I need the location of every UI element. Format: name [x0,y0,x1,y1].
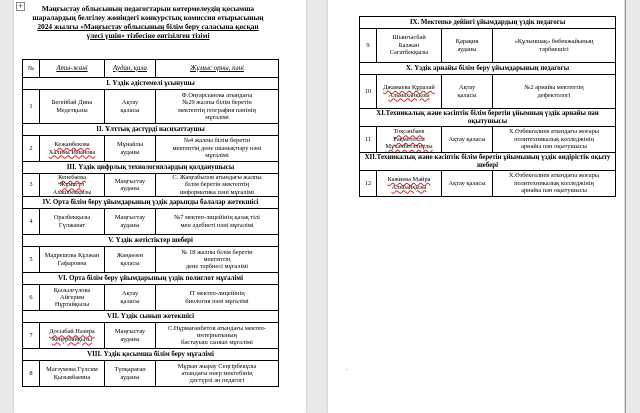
cell-text-line: Досыбай Назира [49,328,95,336]
cell-text-line: атындағы өнер мектебінің [181,370,253,378]
vertical-ruler-line [625,0,626,413]
row-number: 10 [360,75,377,109]
cell-text-line: Кеңербайқызы [51,335,93,343]
section-title: I. Үздік әдістемелі ұсынушы [23,78,279,90]
cell-text-line: Кажиева Майра [387,176,431,184]
workplace-subject [156,285,279,311]
document-title [16,4,280,40]
table-row [360,29,616,63]
cell-text-line: Ақтау [458,84,476,92]
person-name [40,90,105,124]
table-row [23,247,279,273]
section-title: X. Үздік арнайы білім беру ұйымдарының педагогы [360,63,616,75]
row-number: 3 [23,174,40,197]
table-row [23,209,279,235]
cell-text-line: Оразбекқызы [53,214,91,222]
cell-text-line: Түпқараған [114,366,146,374]
cell-text-line: Х.Өзбекғалиев атындағы жоғары [508,128,600,136]
row-number: 9 [360,29,377,63]
table-row [23,285,279,311]
row-number: 8 [23,361,40,387]
row-number: 6 [23,285,40,311]
cell-text-line: №4 жалпы білім беретін [183,137,251,145]
cell-text-line: Медетқызы [56,106,88,114]
district [105,361,156,387]
cell-text-line: №2 арнайы мектептің [524,84,584,92]
cell-text-line: ауданы [120,221,140,229]
cell-text-line: Тоқсанбаев [393,128,425,136]
cell-text-line: мектептің география пәнінің [178,106,256,114]
section-title: XI.Техникалық және кәсіптік білім беретін ұйымның үздік арнайы пән оқытушысы [360,109,616,127]
district [105,323,156,349]
cell-text-line: Джамаева Құралай [383,84,435,92]
cell-text-line: Гафаровна [57,259,87,267]
section-row [23,162,279,174]
cell-text-line: Магзумова Гүлсим [46,366,98,374]
district [105,247,156,273]
row-number: 4 [23,209,40,235]
section-title: III. Үздік цифрлық технологиялардың қолданушысы [23,162,279,174]
district [105,285,156,311]
cell-text-line: Х.Өзбекғалиев атындағы жоғары [508,172,600,180]
cell-text-line: политехникалық колледжінің [514,179,594,187]
column-header-name: Аты-жөні [40,60,105,78]
workplace-subject [156,174,279,197]
cell-text-line: ауданы [457,45,477,53]
cell-text-line: Ақтау қаласы [448,179,486,187]
district [442,29,493,63]
cell-text-line: Кенебаева [58,174,86,181]
person-name [40,361,105,387]
cell-text-line: Алибайқызы [391,183,427,191]
district [105,136,156,162]
cell-text-line: информатика пәні мұғалімі [179,188,255,196]
cell-text-line: Мұнайлы [116,141,144,149]
person-name [40,285,105,311]
table-header-row [23,60,279,78]
section-title: VI. Орта білім беру ұйымдарының үздік полиглот мұғалімі [23,273,279,285]
cell-text-line: қаласы [120,259,140,267]
section-row [360,63,616,75]
table-row [23,361,279,387]
cell-text-line: «Құлыншақ» бөбекжайының [514,38,594,46]
cell-text-line: ауданы [120,335,140,343]
cell-text-line: Жұмагүл [59,181,85,189]
cell-text-line: білім беретін мектептің [184,181,250,189]
cell-text-line: Гүлжанат [58,221,86,229]
column-header-num: № [23,60,40,78]
person-name [40,247,105,273]
cell-text-line: №7 мектеп-лицейінің қазақ тілі [174,214,260,222]
row-number: 12 [360,171,377,197]
table-row [23,174,279,197]
section-title: XII.Техникалық және кәсіптік білім беретін ұйымының үздік өндірістік оқыту шебері [360,153,616,171]
cell-text-line: Қызыкбаевна [53,373,91,381]
cell-text-line: С. Жаңғабылов атындағы жалпы [172,174,262,181]
cell-text-line: Рақметолла [393,135,425,143]
table-row [23,136,279,162]
section-title: IV. Орта білім беру ұйымдарының үздік дарынды балалар жетекшісі [23,197,279,209]
cell-text-line: ауданы [120,373,140,381]
cell-text-line: арнайы пән оқытушысы [521,187,587,195]
person-name [377,171,442,197]
section-row [23,273,279,285]
workplace-subject [493,127,616,153]
section-row [23,235,279,247]
person-name [377,127,442,153]
cell-text-line: Жаңаөзен [116,252,144,260]
cell-text-line: қаласы [457,91,477,99]
section-title: V. Үздік жетістіктер шебері [23,235,279,247]
cell-text-line: Сагатбекқызы [389,49,429,57]
workplace-subject [156,323,279,349]
person-name [377,29,442,63]
cell-text-line: мектептің дене шынықтыру пәні [172,144,262,152]
cell-text-line: ауданы [120,148,140,156]
table-row [360,127,616,153]
title-line-3: 2024 жылғы «Маңғыстау облысының білім беру саласына қосқан [37,22,259,31]
district [442,127,493,153]
cell-text-line: политехникалық колледжінің [514,135,594,143]
cell-text-line: Мадрешова Кұлжан [44,252,100,260]
cell-text-line: Қарақия [455,38,479,46]
table-row [360,171,616,197]
section-row [23,78,279,90]
cell-text-line: Мұрын жырау Сеңгірбекұлы [177,362,257,370]
cell-text-line: мұғалімі [205,113,229,121]
cell-text-line: №29 жалпы білім беретін [182,99,252,107]
section-row [23,124,279,136]
section-row [23,349,279,361]
workplace-subject [156,247,279,273]
section-row [23,197,279,209]
cell-text-line: Бегейбай Дина [51,99,93,107]
section-title: II. Ұлттық дәстүрді насихаттаушы [23,124,279,136]
cell-text-line: Халима Иманова [48,148,96,156]
cell-text-line: Альмаханқызы [388,91,430,99]
cell-text-line: IT мектеп-лицейінің [189,290,245,298]
cell-text-line: Маңғыстау [114,328,146,336]
row-number: 2 [23,136,40,162]
column-header-district: Аудан, қала [105,60,156,78]
person-name [40,323,105,349]
person-name [40,136,105,162]
section-row [360,109,616,127]
section-row [23,311,279,323]
district [442,171,493,197]
cell-text-line: бастауыш сынып мұғалімі [181,339,253,347]
cell-text-line: Айгерим [59,294,85,302]
cell-text-line: мұғалімі [205,152,229,160]
cell-text-line: тәрбиешісі [539,45,569,53]
cell-text-line: интернатының [197,332,237,340]
cell-text-line: С.Нұрмағанбетов атындағы мектеп- [168,324,266,332]
cell-text-line: Маңғыстау [114,177,146,185]
cell-text-line: Мұханбетәлиұлы [385,143,433,151]
row-number: 5 [23,247,40,273]
person-name [377,75,442,109]
column-header-workplace: Жұмыс орны, пәні [156,60,279,78]
cell-text-line: Ақтау [121,99,139,107]
cell-text-line: қаласы [120,297,140,305]
section-title: VIII. Үздік қосымша білім беру мұғалімі [23,349,279,361]
cell-text-line: мен әдебиеті пәні мұғалімі [180,221,254,229]
section-title: VII. Үздік сынып жетекшісі [23,311,279,323]
cell-text-line: Ахашбекқызы [52,188,92,196]
cell-text-line: № 18 жалпы білім беретін [181,248,253,256]
workplace-subject [156,90,279,124]
row-number: 1 [23,90,40,124]
workplace-subject [156,136,279,162]
person-name [40,174,105,197]
cell-text-line: Ақтау қаласы [448,135,486,143]
workplace-subject [156,209,279,235]
table-move-handle-icon[interactable]: + [17,2,24,10]
cell-text-line: мектептің [203,256,231,264]
title-line-1: Маңғыстау облысының педагогтарын көтермелеудің қосымша [41,4,255,13]
workplace-subject [493,171,616,197]
district [105,209,156,235]
cell-text-line: Кежанбекова [54,141,90,149]
workplace-subject [493,75,616,109]
cell-text-line: Ақтау [121,290,139,298]
cell-text-line: Нұртайқызы [54,301,90,309]
district [105,174,156,197]
cell-text-line: дәстүрлі ән педагогі [189,377,245,385]
section-row [360,17,616,29]
cell-text-line: арнайы пән оқытушысы [521,143,587,151]
workplace-subject [156,361,279,387]
table-row [23,323,279,349]
district [442,75,493,109]
awardees-table-right [359,16,616,197]
cell-text-line: Балжан [398,41,420,49]
row-number: 11 [360,127,377,153]
person-name [40,209,105,235]
row-number: 7 [23,323,40,349]
cell-text-line: Ф.Оңғарсынова атындағы [181,91,253,99]
cell-text-line: Шынгысбай [392,34,426,42]
cell-text-line: дене тәрбиесі мұғалімі [185,263,249,271]
text-cursor-mark: · [346,366,349,374]
cell-text-line: ауданы [120,185,140,193]
section-row [360,153,616,171]
awardees-table-left [22,59,279,387]
section-title: IX. Мектепке дейінгі ұйымдардың үздік педагогы [360,17,616,29]
title-line-4: үлесі үшін» тізбесіне енгізілген тізімі [86,31,210,40]
cell-text-line: дефектологі [537,91,571,99]
title-line-2: шаралардың белгілеу жөніндегі конкурстық комиссия отырысының [32,13,264,22]
workplace-subject [493,29,616,63]
cell-text-line: биология пәні мұғалімі [185,297,249,305]
district [105,90,156,124]
cell-text-line: қаласы [120,106,140,114]
cell-text-line: Қызылгүлова [53,286,91,294]
table-row [23,90,279,124]
table-row [360,75,616,109]
cell-text-line: Маңғыстау [114,214,146,222]
